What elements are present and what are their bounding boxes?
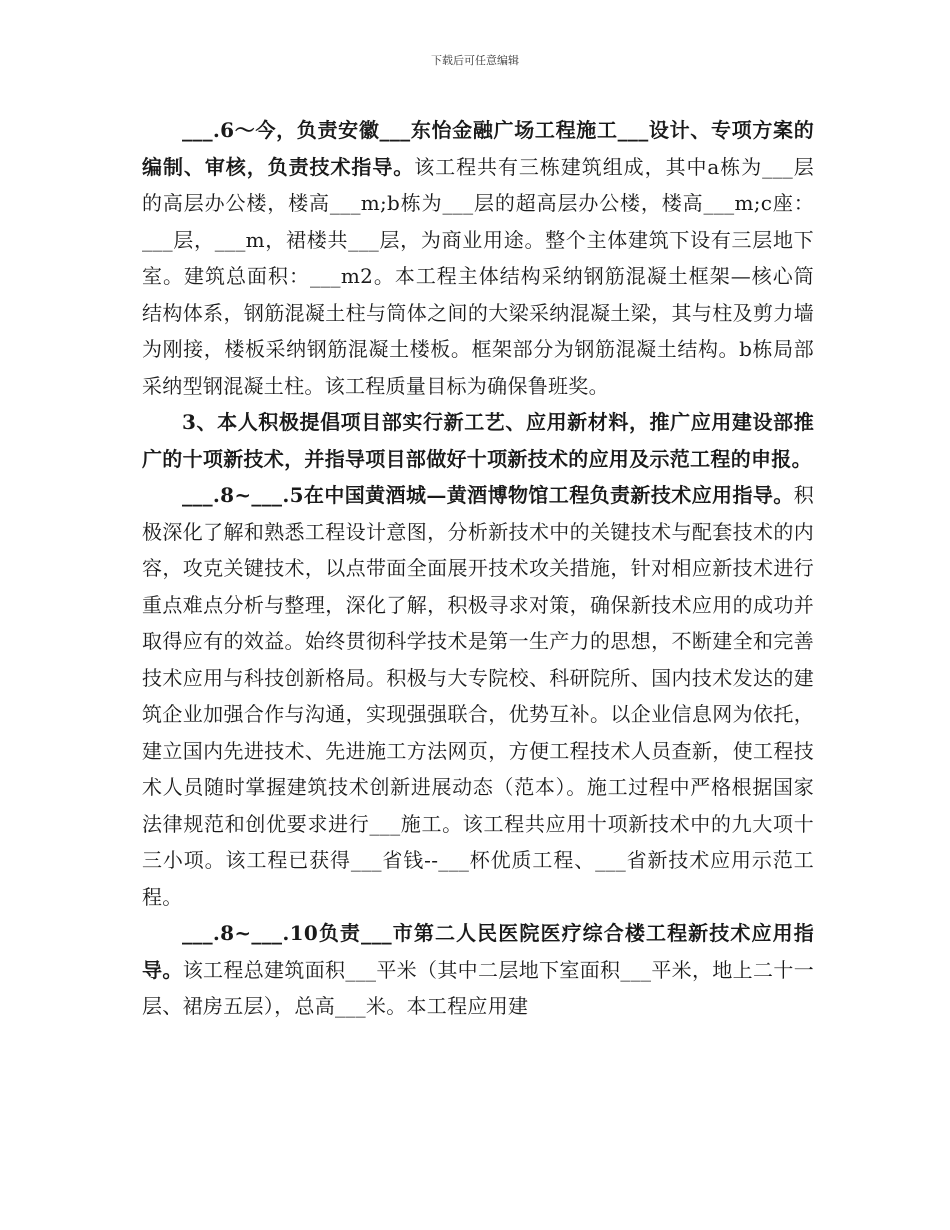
paragraph-bold-lead: ___.8~___.10负责___市第二人民医院医疗综合楼工程新技术应用指导。 [142, 921, 814, 982]
paragraph-dongyi-project [142, 112, 814, 404]
document-body [142, 112, 814, 1025]
paragraph-bold-lead: ___.8~___.5在中国黄酒城—黄酒博物馆工程负责新技术应用指导。 [182, 483, 794, 507]
paragraph-text: 积极深化了解和熟悉工程设计意图，分析新技术中的关键技术与配套技术的内容，攻克关键技术，以点带面全面展开技术攻关措施，针对相应新技术进行重点难点分析与整理，深化了解，积极寻求对策，确保新技术应用的成功并取得应有的效益。始终贯彻科学技术是第一生产力的思想，不断建全和完善技术应用与科技创新格局。积极与大专院校、科研院所、国内技术发达的建筑企业加强合作与沟通，实现强强联合，优势互补。以企业信息网为依托，建立国内先进技术、先进施工方法网页，方便工程技术人员查新，使工程技术人员随时掌握建筑技术创新进展动态（范本）。施工过程中严格根据国家法律规范和创优要求进行___施工。该工程共应用十项新技术中的九大项十三小项。该工程已获得___省钱--___杯优质工程、___省新技术应用示范工程。 [142, 483, 814, 909]
paragraph-text: 该工程共有三栋建筑组成，其中a栋为___层的高层办公楼，楼高___m;b栋为___层的超高层办公楼，楼高___m;c座：___层，___m，裙楼共___层，为商业用途。整个主体建筑下设有三层地下室。建筑总面积：___m2。本工程主体结构采纳钢筋混凝土框架—核心筒结构体系，钢筋混凝土柱与筒体之间的大梁采纳混凝土梁，其与柱及剪力墙为刚接，楼板采纳钢筋混凝土楼板。框架部分为钢筋混凝土结构。b栋局部采纳型钢混凝土柱。该工程质量目标为确保鲁班奖。 [142, 154, 814, 398]
page-header: 下载后可任意编辑 [431, 54, 519, 67]
paragraph-huangjiu-museum [142, 477, 814, 915]
paragraph-text: 该工程总建筑面积___平米（其中二层地下室面积___平米，地上二十一层、裙房五层），总高___米。本工程应用建 [142, 957, 814, 1018]
paragraph-bold-lead: ___.6～今，负责安徽___东怡金融广场工程施工___设计、专项方案的编制、审核，负责技术指导。 [142, 118, 814, 179]
paragraph-new-tech-promotion [142, 404, 814, 477]
paragraph-hospital-project [142, 915, 814, 1025]
paragraph-bold-lead: 3、本人积极提倡项目部实行新工艺、应用新材料，推广应用建设部推广的十项新技术，并指导项目部做好十项新技术的应用及示范工程的申报。 [142, 410, 814, 471]
